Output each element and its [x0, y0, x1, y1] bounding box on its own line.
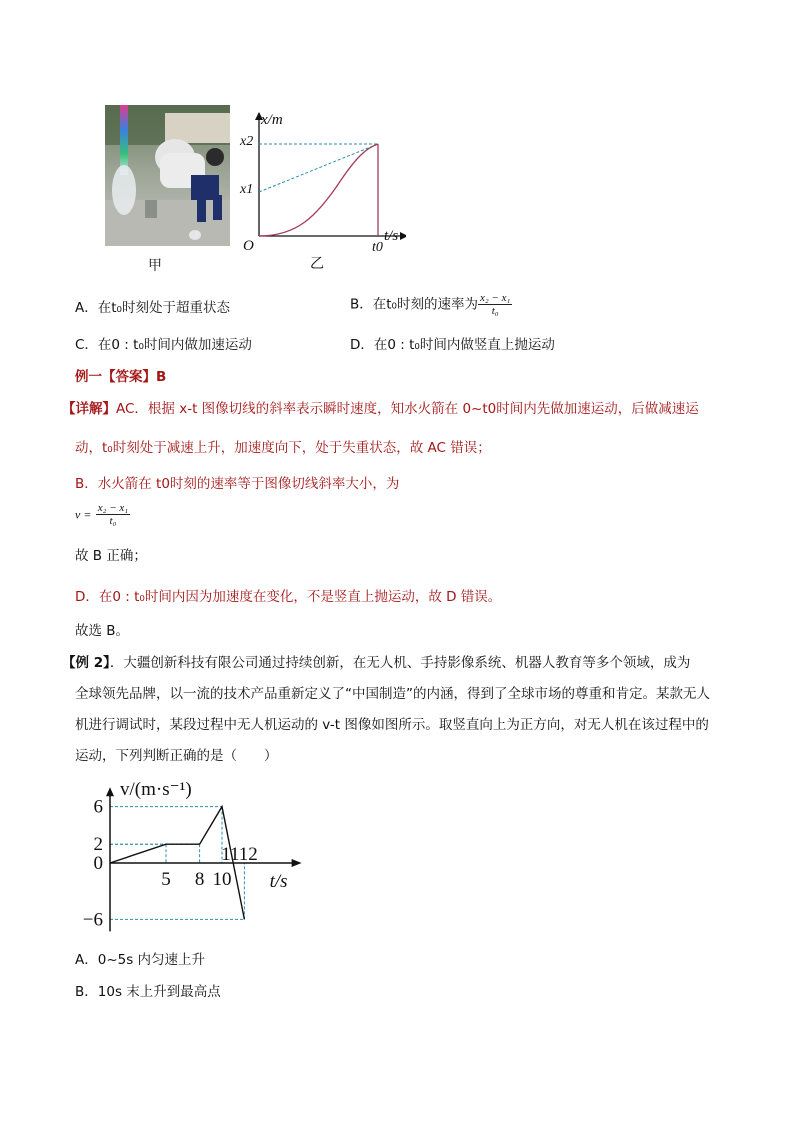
v-t-y-axis-label: v/(m·s⁻¹): [120, 779, 192, 800]
ex2-line2: 全球领先品牌，以一流的技术产品重新定义了“中国制造”的内涵，得到了全球市场的尊重和肯定。某款无人: [75, 686, 710, 702]
t0-label: t0: [372, 240, 383, 255]
ex2-line3: 机进行调试时，某段过程中无人机运动的 v-t 图像如图所示。取竖直向上为正方向，对无人机在该过程中的: [75, 717, 709, 733]
x-t-y-axis-label: x/m: [261, 112, 283, 128]
x-axis-arrow: [400, 232, 406, 240]
ex1-formula: v = $\frac{\text{x₂ − x₁}}{\text{t₀}}$: [75, 502, 129, 527]
ex1-option-a: A．在t₀时刻处于超重状态: [75, 300, 230, 316]
x1-label: x1: [240, 182, 254, 197]
origin-label: O: [243, 238, 254, 254]
ex1-detail-line4: 故 B 正确；: [75, 548, 147, 564]
v-t-y-tick-label: 0: [93, 853, 103, 874]
ex2-line4: 运动，下列判断正确的是（ ）: [75, 748, 278, 764]
x-t-x-axis-label: t/s: [384, 228, 399, 244]
ex2-option-b: B．10s 末上升到最高点: [75, 984, 221, 1000]
v-t-x-tick-label: 5: [161, 869, 171, 890]
v-t-x-axis-label: t/s: [269, 871, 288, 892]
ex1-option-c: C．在0 : t₀时间内做加速运动: [75, 337, 252, 353]
photo-label: 甲: [148, 258, 162, 274]
v-t-y-tick-label: 6: [93, 796, 103, 818]
ex1-option-b-fraction: $\frac{\text{x₂ − x₁}}{\text{t₀}}$: [479, 292, 511, 317]
ex1-detail-line2: 动，t₀时刻处于减速上升，加速度向下，处于失重状态，故 AC 错误；: [75, 440, 491, 456]
ex2-line1: 【例 2】．大疆创新科技有限公司通过持续创新，在无人机、手持影像系统、机器人教育等多个领域，成为: [62, 655, 691, 671]
tangent-line: [259, 144, 378, 192]
x-t-curve: [259, 144, 378, 236]
v-t-x-tick-label: 10: [212, 869, 232, 890]
v-t-y-axis-arrow: [106, 787, 114, 796]
v-t-tick-label-run: 1112: [221, 844, 258, 865]
x2-label: x2: [240, 134, 254, 149]
v-t-y-tick-label: −6: [82, 909, 103, 931]
ex1-detail-line3: B．水火箭在 t0时刻的速率等于图像切线斜率大小，为: [75, 476, 400, 492]
ex1-formula-fraction: $\frac{\text{x₂ − x₁}}{\text{t₀}}$: [97, 502, 129, 527]
v-t-y-tick-label: 2: [93, 834, 103, 856]
water-rocket-photo: [105, 105, 230, 246]
ex1-option-b: B．在t₀时刻的速率为 $\frac{\text{x₂ − x₁}}{\text{t₀}}$: [350, 292, 511, 317]
v-t-x-tick-label: 8: [194, 869, 205, 890]
ex2-option-a: A．0~5s 内匀速上升: [75, 952, 206, 968]
graph-label: 乙: [310, 256, 324, 272]
ex1-answer-label: 例一【答案】B: [75, 369, 167, 385]
v-t-chart: [80, 775, 310, 940]
ex1-detail-line6: 故选 B。: [75, 623, 130, 639]
ex1-detail-line5: D．在0 : t₀时间内因为加速度在变化，不是竖直上抛运动，故 D 错误。: [75, 589, 502, 605]
ex1-option-d: D．在0 : t₀时间内做竖直上抛运动: [350, 337, 555, 353]
ex1-detail-line1: 【详解】AC．根据 x-t 图像切线的斜率表示瞬时速度，知水火箭在 0~t0时间内先做加速运动，后做减速运: [62, 401, 699, 417]
v-t-x-axis-arrow: [292, 859, 302, 867]
